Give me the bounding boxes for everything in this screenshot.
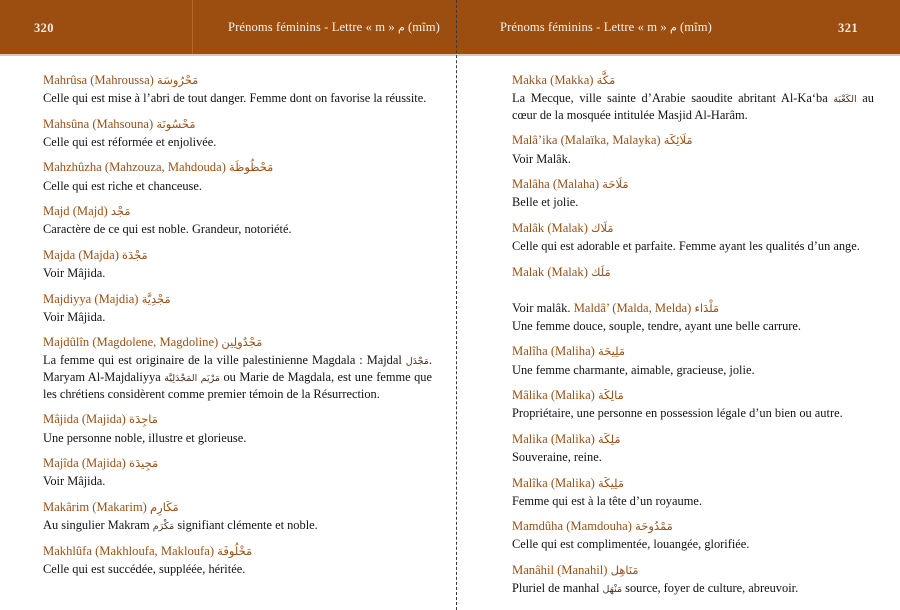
header-title-right-suffix: (mîm) [676,20,712,34]
entry-headword [512,264,874,280]
headword-transliteration: Mahzhûzha (Mahzouza, Mahdouda) [43,160,226,175]
headword-transliteration: Mâjida (Majida) [43,412,126,427]
entry-definition: Caractère de ce qui est noble. Grandeur, notoriété. [43,222,292,237]
definition-text-part: source, foyer de culture, abreuvoir. [622,581,799,596]
entry-definition: Celle qui est riche et chanceuse. [43,178,202,193]
headword-transliteration: Mamdûha (Mamdouha) [512,519,632,534]
entry-headword [512,343,874,359]
dictionary-entry [43,247,432,282]
entry-definition: Celle qui est réformée et enjolivée. [43,134,217,149]
headword-arabic: مَلَاك [591,220,614,235]
entry-definition: Voir Malâk. [512,151,571,166]
dictionary-entry [512,431,874,466]
entry-definition: Celle qui est mise à l’abri de tout danger. Femme dont on favorise la réussite. [43,91,427,106]
dictionary-entry [512,264,874,291]
headword-transliteration: Majîda (Majida) [43,456,126,471]
dictionary-entry [512,475,874,510]
headword-arabic: مَمْدُوحَة [635,519,673,534]
header-title-right [500,20,712,35]
entry-headword [43,247,432,263]
definition-text-part: La femme qui est originaire de la ville palestinienne Magdala : Majdal [43,353,406,368]
page-number-left: 320 [34,21,54,35]
entry-headword [512,518,874,534]
entry-definition: Propriétaire, une personne en possession légale d’un bien ou autre. [512,406,843,421]
headword-transliteration: Makârim (Makarim) [43,499,147,514]
dictionary-entry [512,343,874,378]
dictionary-entry [43,159,432,194]
definition-text-part: La Mecque, ville sainte d’Arabie saoudite abritant Al-Ka‘ba [512,91,834,106]
dictionary-entry [43,291,432,326]
entry-headword [43,455,432,471]
dictionary-entry [43,411,432,446]
headword-arabic: مَكَّة [596,73,616,87]
left-page-column [0,56,456,610]
entry-definition: Une femme charmante, aimable, gracieuse, jolie. [512,362,755,377]
headword-transliteration: Malâk (Malak) [512,220,588,235]
header-title-left [228,20,440,35]
entry-headword [512,475,874,491]
page-header-band [0,0,900,56]
header-title-left-arabic-letter: م [398,21,405,34]
cross-reference-note: Voir malâk. [512,300,574,315]
center-fold-dashed-line [456,0,457,610]
dictionary-entry [512,220,874,255]
definition-text-part: ou Marie de Magdala, est une femme que les chrétiens considèrent comme premier témoin de la Résurrection. [43,370,432,401]
headword-transliteration: Malâha (Malaha) [512,177,600,192]
entry-blank-gap [512,282,874,291]
headword-arabic: مَجِيدَة [129,456,159,471]
headword-transliteration: Maldâ’ (Malda, Melda) [573,300,692,315]
entry-definition: Une personne noble, illustre et glorieuse. [43,430,247,445]
definition-text-part: . Maryam Al-Majdaliyya [43,353,432,385]
header-title-right-prefix: Prénoms féminins - Lettre « m » [500,20,671,34]
headword-transliteration: Majdiyya (Majdia) [43,291,139,306]
header-title-left-prefix: Prénoms féminins - Lettre « m » [228,20,399,34]
dictionary-entry [512,518,874,553]
dictionary-entry [43,203,432,238]
definition-arabic-inline: الكَعْبَة [833,94,857,106]
header-title-right-arabic-letter: م [670,21,677,34]
headword-arabic: مَحْظُوظَة [229,160,274,175]
definition-arabic-inline: مَنْهَل [602,584,623,596]
entry-headword [43,499,432,515]
entry-headword [512,176,874,192]
entry-headword [512,387,874,403]
headword-arabic: مَلَك [591,264,611,279]
dictionary-entry [43,543,432,578]
entry-definition [512,580,874,597]
headword-transliteration: Majda (Majda) [43,247,119,262]
headword-arabic: مَاجِدَة [129,412,158,427]
entry-headword [43,203,432,219]
headword-arabic: مَجْد [110,204,131,219]
dictionary-entry [512,387,874,422]
entry-definition: Belle et jolie. [512,195,579,210]
right-page-column [456,56,900,610]
dictionary-entry [512,562,874,597]
definition-text-part: Au singulier Makram [43,518,153,533]
header-title-left-suffix: (mîm) [404,20,440,34]
headword-arabic: مَجْدَة [122,247,148,262]
headword-arabic: مَلِيكَة [598,475,625,490]
headword-transliteration: Makka (Makka) [512,73,594,87]
entry-headword [43,543,432,559]
headword-arabic: مَحْرُوسَة [157,73,199,87]
entry-definition: Femme qui est à la tête d’un royaume. [512,493,702,508]
entry-definition: Voir Mâjida. [43,309,106,324]
entry-headword [512,562,874,578]
definition-text-part: Pluriel de manhal [512,581,603,596]
entry-definition: Celle qui est adorable et parfaite. Femme ayant les qualités d’un ange. [512,238,860,253]
entry-headword [43,291,432,307]
headword-arabic: مَخْلُوفَة [217,543,253,558]
headword-arabic: مَلِكَة [598,431,621,446]
headword-arabic: مَجْدِيَّة [141,291,171,306]
definition-text-part: au cœur de la mosquée intitulée Masjid Al-Harâm. [512,91,874,122]
entry-headword [43,159,432,175]
headword-arabic: مَجْدُولِين [221,335,263,350]
headword-transliteration: Makhlûfa (Makhloufa, Makloufa) [43,543,215,558]
dictionary-entry [512,300,874,335]
entry-definition: Une femme douce, souple, tendre, ayant une belle carrure. [512,318,801,333]
entry-definition [43,517,432,534]
entry-headword [43,411,432,427]
entry-headword [43,72,432,88]
headword-arabic: مَلَاحَة [602,177,629,192]
dictionary-entry [43,72,432,107]
headword-transliteration: Malika (Malika) [512,431,595,446]
headword-transliteration: Mahsûna (Mahsouna) [43,116,154,131]
definition-arabic-inline: مَجْدَل [405,356,429,368]
headword-arabic: مَحْسُونَة [156,116,196,131]
entry-headword [512,300,874,316]
headword-transliteration: Malak (Malak) [512,264,588,279]
dictionary-entry [43,499,432,534]
entry-definition: Voir Mâjida. [43,474,106,489]
definition-text-part: signifiant clémente et noble. [174,518,318,533]
headword-arabic: مَنَاهِل [610,563,639,578]
headword-transliteration: Majd (Majd) [43,204,108,219]
headword-arabic: مَلْدَاء [694,300,720,315]
entry-headword [43,116,432,132]
dictionary-entry [512,72,874,123]
entry-headword [512,220,874,236]
header-divider-left [192,0,193,56]
headword-transliteration: Malîka (Malika) [512,475,595,490]
headword-transliteration: Malâ’ika (Malaïka, Malayka) [512,133,661,148]
entry-definition [43,352,432,402]
entry-headword [512,72,874,88]
headword-transliteration: Majdûlîn (Magdolene, Magdoline) [43,335,219,350]
entry-headword [43,334,432,350]
dictionary-entry [43,455,432,490]
dictionary-entry [512,176,874,211]
definition-arabic-inline: مَكْرَم [152,521,175,533]
headword-transliteration: Malîha (Maliha) [512,344,595,359]
page-number-right: 321 [838,21,858,35]
headword-transliteration: Mâlika (Malika) [512,388,595,403]
entry-definition: Celle qui est succédée, suppléée, héritée. [43,561,246,576]
dictionary-entry [43,334,432,402]
entry-headword [512,132,874,148]
entry-definition [512,90,874,123]
entry-definition: Voir Mâjida. [43,265,106,280]
entry-definition: Celle qui est complimentée, louangée, glorifiée. [512,537,750,552]
definition-arabic-inline: مَرْيَم المَجْدَلِيَّة [164,373,220,385]
two-page-spread [0,56,900,610]
headword-transliteration: Manâhil (Manahil) [512,563,608,578]
headword-arabic: مَكَارِم [150,499,179,514]
headword-arabic: مَالِكَة [598,388,624,403]
entry-definition: Souveraine, reine. [512,449,602,464]
headword-arabic: مَلَائِكَة [663,133,693,148]
dictionary-entry [43,116,432,151]
dictionary-entry [512,132,874,167]
headword-arabic: مَلِيحَة [598,344,626,359]
headword-transliteration: Mahrûsa (Mahroussa) [43,73,154,87]
entry-headword [512,431,874,447]
